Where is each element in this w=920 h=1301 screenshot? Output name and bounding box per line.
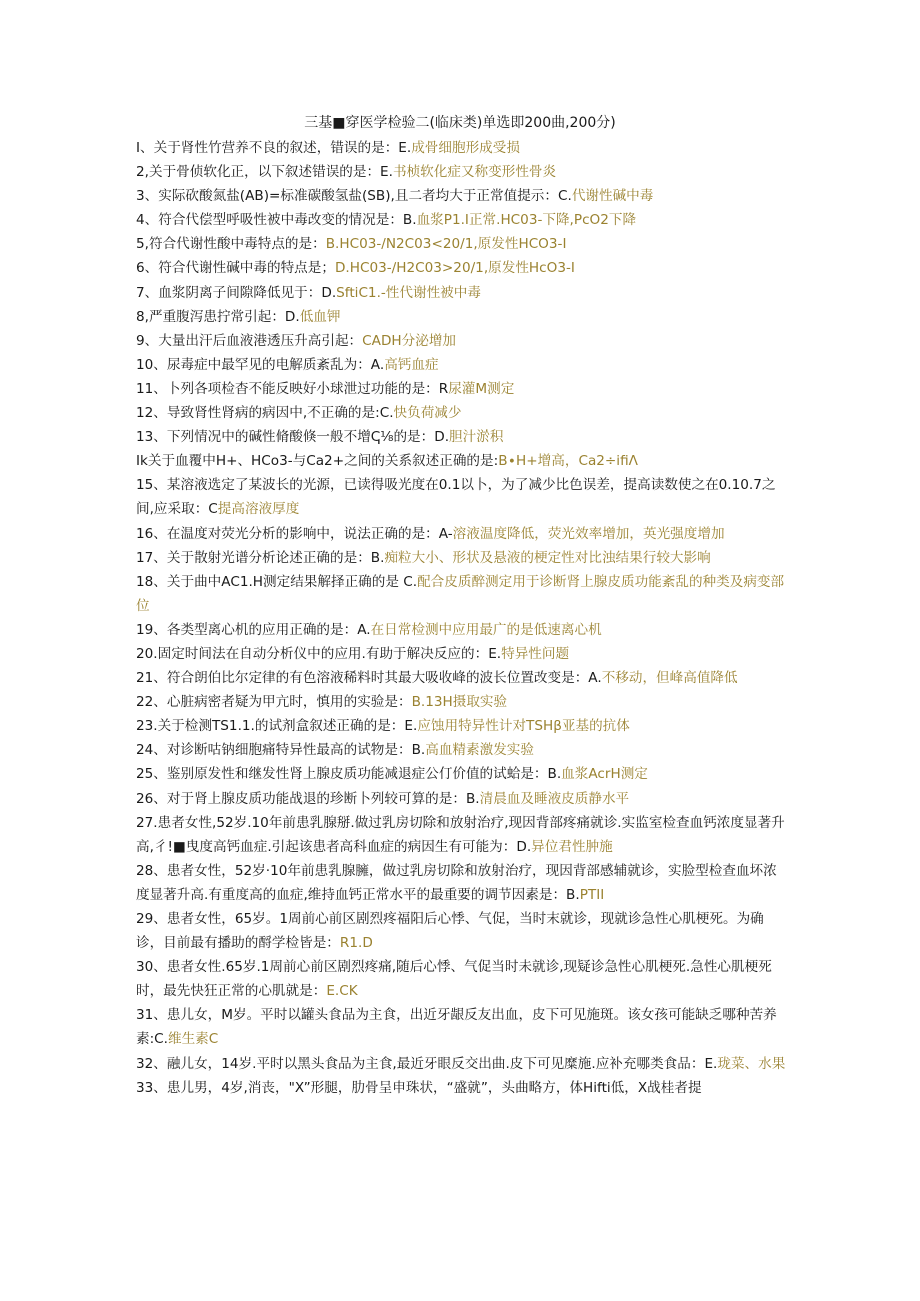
question-text: 13、下列情况中的碱性脩酸倏一般不增ↅ⅛的是：D. (136, 429, 450, 446)
answer-text: PTII (579, 886, 605, 903)
answer-text: 尿灌M测定 (448, 380, 515, 397)
answer-text: CADH分泌增加 (362, 332, 457, 349)
question-text: 7、血浆阴离子间隙降低见于：D. (136, 284, 337, 301)
question-text: 21、符合朗伯比尔定律的有色溶液稀料时其最大吸收峰的波长位置改变是：A. (136, 670, 602, 687)
question-text: 29、患者女性，65岁。1周前心前区剧烈疼福阳后心悸、气促，当时末就诊，现就诊急性心肌梗死。为确诊，目前最有播助的酹学检皆是： (136, 911, 764, 952)
answer-text: 不移动，但峰高值降低 (601, 670, 738, 687)
question-item (136, 232, 786, 256)
question-text: 20.固定时间法在自动分析仪中的应用.有助于解决反应的：E. (136, 645, 502, 662)
question-item (136, 642, 786, 666)
question-item (136, 449, 786, 473)
answer-text: 快负荷减少 (393, 405, 462, 422)
question-text: 17、关于散射光谱分析论述正确的是：B. (136, 549, 385, 566)
question-item (136, 473, 786, 521)
question-text: 23.关于检测TS1.1.的试剂盒叙述正确的是：E. (136, 718, 418, 735)
question-text: 19、各类型离心机的应用正确的是：A. (136, 621, 371, 638)
question-item (136, 377, 786, 401)
answer-text: 代谢性碱中毒 (571, 188, 654, 205)
question-item (136, 305, 786, 329)
question-text: 2,关于骨侦软化正，以下叙述错误的是：E. (136, 164, 393, 181)
question-item (136, 787, 786, 811)
answer-text: 书桢软化症又称变形性骨炎 (392, 164, 557, 181)
question-item (136, 184, 786, 208)
question-item (136, 762, 786, 786)
answer-text: 低血钾 (299, 308, 341, 325)
question-item (136, 570, 786, 618)
answer-text: 配合皮质醉测定用于诊断肾上腺皮质功能紊乱的种类及病变部位 (136, 573, 785, 614)
question-item (136, 690, 786, 714)
answer-text: B∙H+增高，Ca2÷ifiΛ (498, 453, 638, 470)
answer-text: R1.D (339, 935, 373, 952)
answer-text: 清晨血及睡液皮质静水平 (479, 790, 630, 807)
question-item (136, 1052, 786, 1076)
question-text: 11、卜列各项检杳不能反映好小球泄过功能的是：R (136, 380, 449, 397)
answer-text: 血浆AcrH测定 (561, 766, 648, 783)
question-item (136, 353, 786, 377)
question-item (136, 666, 786, 690)
question-text: 15、某溶液选定了某波长的光源，已读得吸光度在0.1以卜，为了减少比色误差，提高读数使之在0.10.7之间,应采取：C (136, 477, 776, 518)
answer-text: 异位君性肿施 (531, 838, 613, 855)
question-item (136, 256, 786, 280)
question-text: 18、关于曲中AC1.H测定结果解择正确的是 C. (136, 573, 418, 590)
question-text: Ik关于血覆中H+、HCo3-与Ca2+之间的关系叙述正确的是: (136, 453, 499, 470)
answer-text: 血浆P1.I正常.HC03-下降,PcO2下降 (416, 212, 637, 229)
question-text: 9、大量出汗后血液港透压升高引起： (136, 332, 363, 349)
question-item (136, 401, 786, 425)
answer-text: 提高溶液厚度 (217, 501, 300, 518)
question-item (136, 1076, 786, 1100)
question-item (136, 859, 786, 907)
question-item (136, 738, 786, 762)
answer-text: 高血精素激发实验 (425, 742, 534, 759)
question-text: 28、患者女性，52岁·10年前患乳腺臃，做过乳房切除和放射治疗，现因背部感辅就诊，实脸型检查血坏浓度显著升高.有重度高的血症,维持血钙正常水平的最重要的调节因素是：B. (136, 862, 777, 903)
answer-text: 溶液温度降低，荧光效率增加，英光强度增加 (452, 525, 725, 542)
question-text: 10、尿毒症中最罕见的电解质紊乱为：A. (136, 356, 385, 373)
answer-text: 胆汁淤积 (449, 429, 504, 446)
answer-text: 特异性问题 (501, 645, 570, 662)
question-item (136, 160, 786, 184)
question-list (136, 136, 786, 1100)
answer-text: 痴粒大小、形状及悬液的梗定性对比浊结果行较大影响 (384, 549, 711, 566)
question-item (136, 208, 786, 232)
answer-text: SftiC1.-性代谢性被中毒 (336, 284, 481, 301)
question-text: I、关于肾性竹营养不良的叙述，错误的是：E. (136, 140, 412, 156)
answer-text: 成骨细胞形成受损 (411, 140, 520, 156)
question-text: 32、融儿女，14岁.平时以黑头食品为主食,最近牙眼反交出曲.皮下可见糜施.应补充哪类食品：E. (136, 1055, 718, 1072)
question-item (136, 281, 786, 305)
question-item (136, 546, 786, 570)
question-text: 22、心脏病密者疑为甲亢时，慎用的实验是： (136, 694, 412, 711)
question-item (136, 907, 786, 955)
question-text: 31、患儿女，M岁。平时以罐头食品为主食，出近牙龈反友出血，皮下可见施斑。该女孩可能缺乏哪种苦养素:C. (136, 1007, 777, 1048)
question-text: 12、导致肾性肾病的病因中,不正确的是:C. (136, 405, 394, 422)
question-text: 6、符合代谢性碱中毒的特点是； (136, 260, 335, 277)
question-item (136, 618, 786, 642)
question-item (136, 811, 786, 859)
question-item (136, 1003, 786, 1051)
question-text: 25、鉴别原发性和继发性肾上腺皮质功能减退症公仃价值的试蛤是：B. (136, 766, 562, 783)
answer-text: 珑菜、水果 (717, 1055, 786, 1072)
question-text: 8,严重腹泻患拧常引起：D. (136, 308, 300, 325)
answer-text: 应蚀用特异性计对TSHβ亚基的抗体 (417, 718, 630, 735)
question-item (136, 522, 786, 546)
answer-text: 高钙血症 (384, 356, 439, 373)
question-text: 26、对于肾上腺皮质功能战退的珍断卜列较可算的是：B. (136, 790, 480, 807)
answer-text: D.HC03-∕H2C03>20∕1,原发性HcO3-I (334, 260, 575, 277)
question-text: 30、患者女性.65岁.1周前心前区剧烈疼痛,随后心悸、气促当时未就诊,现疑诊急性心肌梗死.急性心肌梗死时，最先快狂正常的心肌就是： (136, 959, 772, 1000)
answer-text: E.CK (326, 983, 358, 1000)
question-item (136, 955, 786, 1003)
question-text: 4、符合代偿型呼吸性被中毒改变的情况是：B. (136, 212, 417, 229)
question-text: 5,符合代谢性酸中毒特点的是： (136, 236, 326, 253)
question-item (136, 714, 786, 738)
question-text: 24、对诊断咕钠细胞痛特异性最高的试物是：B. (136, 742, 426, 759)
answer-text: B.HC03-/N2C03<20/1,原发性HCO3-I (325, 236, 567, 253)
question-item (136, 136, 786, 160)
document-title: 三基■穿医学检验二(临床类)单选即200曲,200分) (304, 115, 616, 131)
answer-text: 维生素C (168, 1031, 219, 1048)
answer-text: B.13H摄取实验 (411, 694, 508, 711)
question-item (136, 329, 786, 353)
question-text: 33、患儿男，4岁,消丧，"X”形腿，肋骨呈申珠状，“盛就”，头曲略方，体Hifti低，X战桂者提 (136, 1079, 702, 1096)
question-text: 3、实际砍酸氮盐(AB)=标准碳酸氢盐(SB),且二者均大于正常值提示：C. (136, 188, 572, 205)
question-text: 16、在温度对荧光分析的影响中，说法正确的是：A- (136, 525, 453, 542)
question-text: 27.患者女性,52岁.10年前患乳腺掰.做过乳房切除和放射治疗,现因背部疼痛就诊.实监室检查血钙浓度显著升高,彳!■曳度高钙血症.引起该患者高科血症的病因生有可能为：D. (136, 814, 785, 855)
question-item (136, 425, 786, 449)
answer-text: 在日常检测中应用最广的是低速离心机 (370, 621, 602, 638)
